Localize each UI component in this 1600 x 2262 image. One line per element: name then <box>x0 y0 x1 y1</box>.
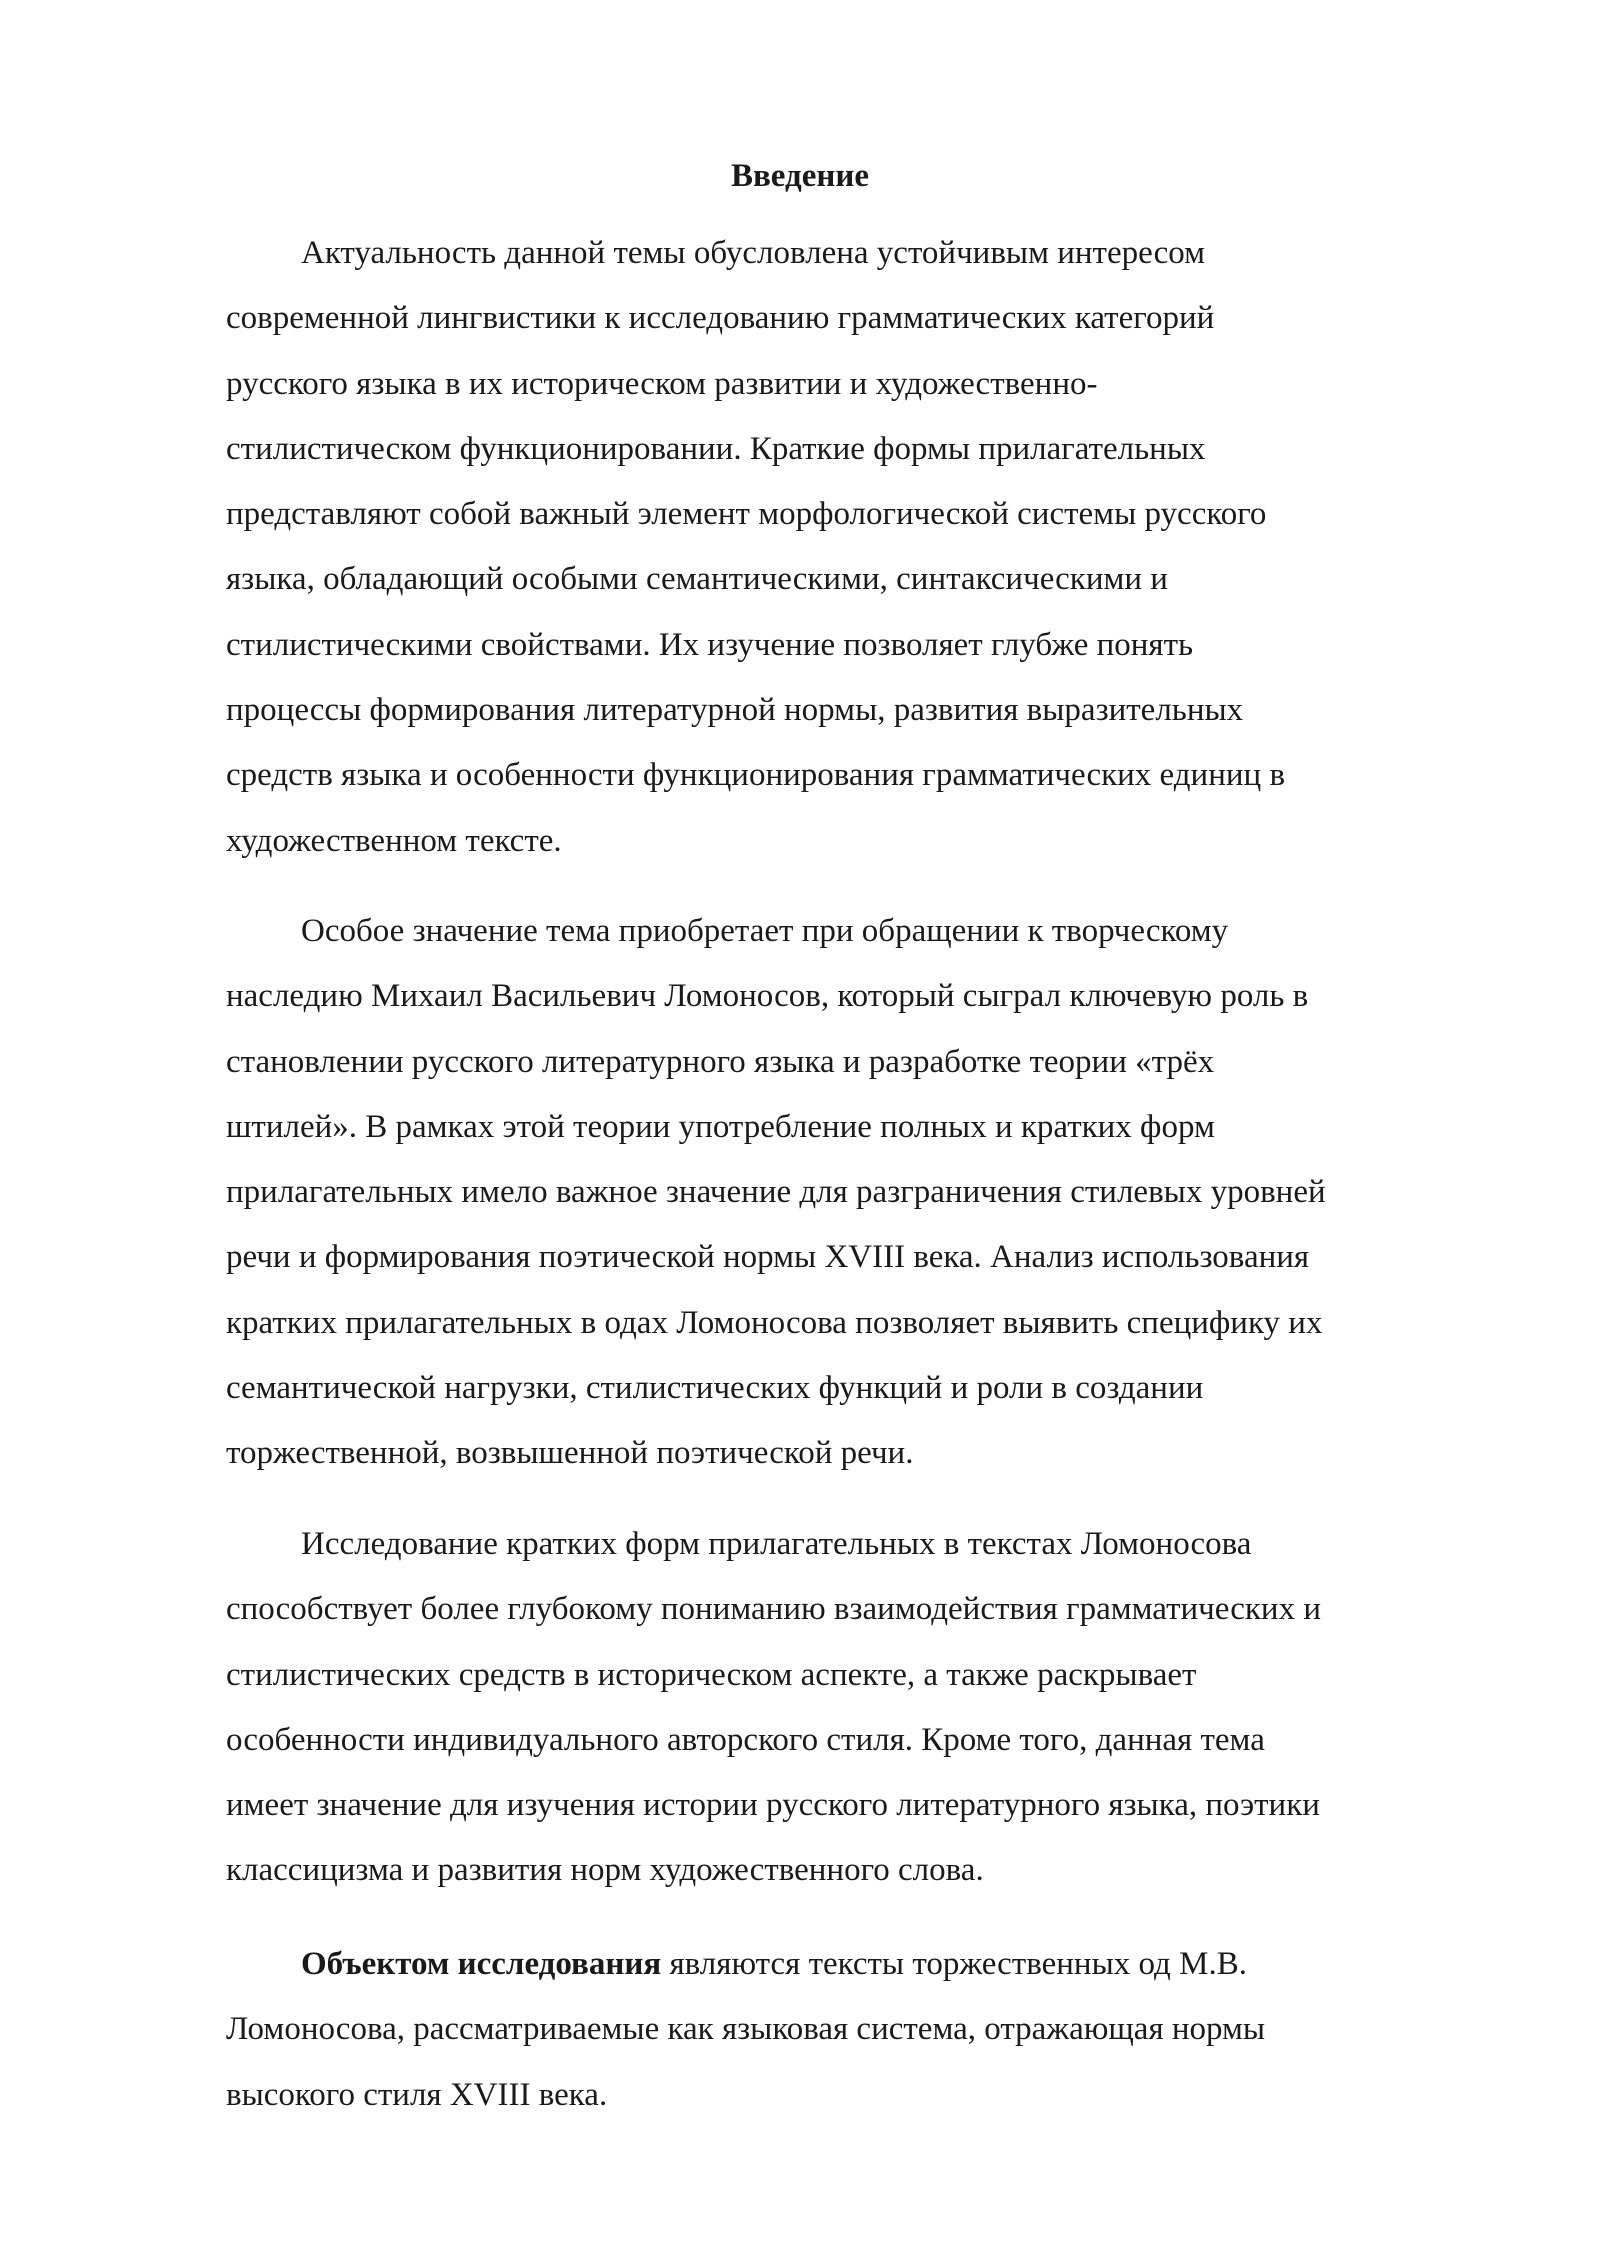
paragraph-line: Особое значение тема приобретает при обращении к творческому <box>301 913 1229 949</box>
paragraph-line: способствует более глубокому пониманию взаимодействия грамматических и <box>226 1591 1321 1628</box>
paragraph-line: художественном тексте. <box>226 822 562 859</box>
paragraph-line <box>226 1932 1488 1997</box>
paragraph-research-significance <box>226 1512 1488 1904</box>
page-title: Введение <box>730 158 870 194</box>
paragraph-line: процессы формирования литературной нормы, развития выразительных <box>226 692 1244 729</box>
paragraph-line: штилей». В рамках этой теории употребление полных и кратких форм <box>226 1108 1215 1145</box>
paragraph-line: имеет значение для изучения истории русского литературного языка, поэтики <box>226 1787 1320 1824</box>
paragraph-relevance <box>226 221 1488 874</box>
paragraph-line: наследию Михаил Васильевич Ломоносов, который сыграл ключевую роль в <box>226 978 1309 1015</box>
paragraph-line: стилистическими свойствами. Их изучение позволяет глубже понять <box>226 626 1194 663</box>
paragraph-line: языка, обладающий особыми семантическими, синтаксическими и <box>226 561 1168 598</box>
paragraph-line: представляют собой важный элемент морфологической системы русского <box>226 496 1267 533</box>
paragraph-line: средств языка и особенности функционирования грамматических единиц в <box>226 757 1286 794</box>
paragraph-line: торжественной, возвышенной поэтической речи. <box>226 1435 914 1472</box>
paragraph-research-object <box>226 1932 1488 2128</box>
paragraph-line: Актуальность данной темы обусловлена устойчивым интересом <box>301 235 1205 271</box>
paragraph-line: высокого стиля XVIII века. <box>226 2076 608 2113</box>
paragraph-line: Исследование кратких форм прилагательных в текстах Ломоносова <box>301 1526 1252 1562</box>
paragraph-line: классицизма и развития норм художественного слова. <box>226 1852 984 1889</box>
paragraph-line: речи и формирования поэтической нормы XVIII века. Анализ использования <box>226 1239 1310 1276</box>
paragraph-line: русского языка в их историческом развитии и художественно- <box>226 365 1098 402</box>
paragraph-line: Ломоносова, рассматриваемые как языковая система, отражающая нормы <box>226 2011 1266 2048</box>
paragraph-lomonosov <box>226 899 1488 1487</box>
paragraph-line: стилистическом функционировании. Краткие формы прилагательных <box>226 430 1206 467</box>
paragraph-line: особенности индивидуального авторского стиля. Кроме того, данная тема <box>226 1721 1265 1758</box>
paragraph-line: кратких прилагательных в одах Ломоносова позволяет выявить специфику их <box>226 1304 1323 1341</box>
paragraph-line: семантической нагрузки, стилистических функций и роли в создании <box>226 1370 1204 1407</box>
paragraph-line-rest: являются тексты торжественных од М.В. <box>661 1946 1247 1982</box>
paragraph-line: стилистических средств в историческом аспекте, а также раскрывает <box>226 1656 1197 1693</box>
paragraph-line: современной лингвистики к исследованию грамматических категорий <box>226 300 1215 337</box>
bold-term: Объектом исследования <box>301 1946 662 1982</box>
paragraph-line: прилагательных имело важное значение для разграничения стилевых уровней <box>226 1174 1326 1211</box>
paragraph-line: становлении русского литературного языка и разработке теории «трёх <box>226 1043 1215 1080</box>
